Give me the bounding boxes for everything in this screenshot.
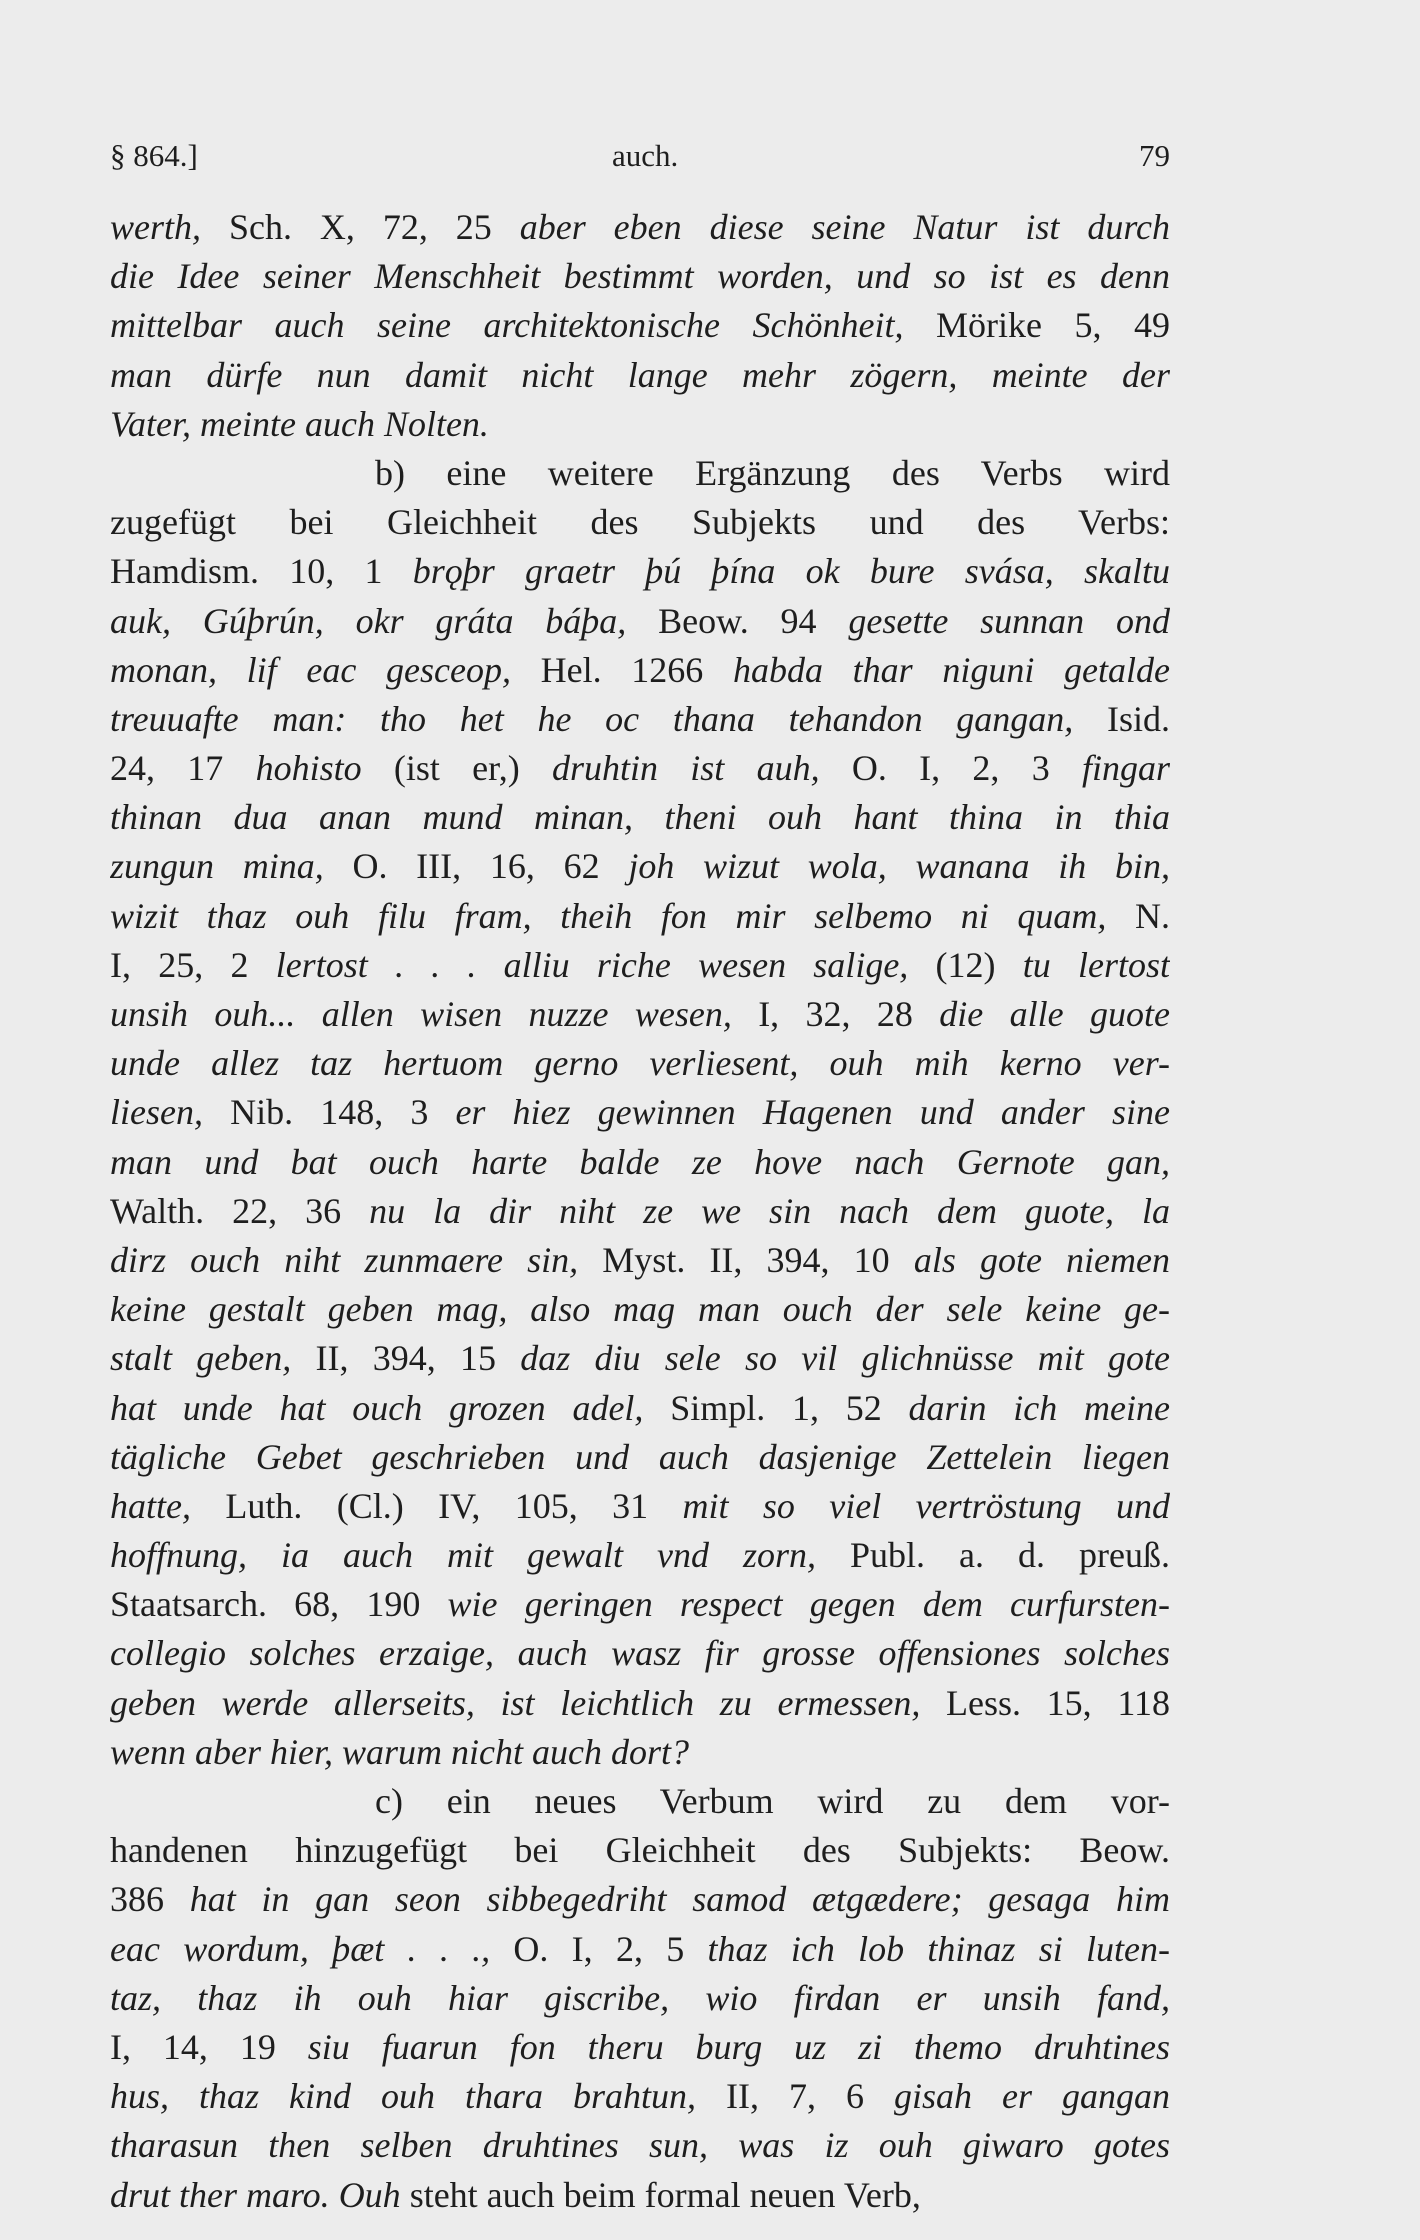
reference-text: Mörike 5, 49 xyxy=(903,305,1170,346)
quotation-text: keine gestalt geben mag, also mag man ouch der sele keine ge- xyxy=(110,1289,1170,1330)
quotation-text: hat unde hat ouch grozen adel, xyxy=(110,1387,644,1428)
text-line xyxy=(110,1925,1170,1974)
quotation-text: thaz ich lob thinaz si luten- xyxy=(707,1928,1170,1969)
reference-text: c) ein neues Verbum wird zu dem vor- xyxy=(375,1781,1170,1821)
reference-text: 386 xyxy=(110,1879,190,1920)
text-line xyxy=(110,1039,1170,1088)
reference-text: (12) xyxy=(908,944,1023,985)
reference-text: Staatsarch. 68, 190 xyxy=(110,1584,448,1625)
reference-text: I, 25, 2 xyxy=(110,944,276,985)
quotation-text: mittelbar auch seine architektonische Schönheit, xyxy=(110,305,904,346)
text-line xyxy=(110,2072,1170,2121)
reference-text: O. I, 2, 3 xyxy=(819,748,1082,789)
quotation-text: treuuafte man: tho het he oc thana tehandon gangan, xyxy=(110,698,1074,739)
quotation-text: taz, thaz ih ouh hiar giscribe, wio firdan er unsih fand, xyxy=(110,1977,1170,2018)
quotation-text: tu lertost xyxy=(1022,944,1170,985)
text-line xyxy=(110,1629,1170,1678)
quotation-text: zungun mina, xyxy=(110,846,324,887)
quotation-text: lertost . . . alliu riche wesen salige, xyxy=(275,944,909,985)
quotation-text: gisah er gangan xyxy=(894,2076,1170,2117)
reference-text: Simpl. 1, 52 xyxy=(643,1387,909,1428)
text-line xyxy=(110,646,1170,695)
quotation-text: thinan dua anan mund minan, theni ouh hant thina in thia xyxy=(110,797,1170,838)
quotation-text: die Idee seiner Menschheit bestimmt worden, und so ist es denn xyxy=(110,256,1170,297)
quotation-text: tägliche Gebet geschrieben und auch dasjenige Zettelein liegen xyxy=(110,1436,1170,1477)
quotation-text: joh wizut wola, wanana ih bin, xyxy=(628,846,1170,887)
reference-text: b) eine weitere Ergänzung des Verbs wird xyxy=(375,452,1170,493)
reference-text: II, 7, 6 xyxy=(696,2076,895,2117)
reference-text: zugefügt bei Gleichheit des Subjekts und des Verbs: xyxy=(110,502,1170,543)
text-line xyxy=(110,498,1170,547)
text-line xyxy=(110,695,1170,744)
quotation-text: darin ich meine xyxy=(908,1387,1170,1428)
text-line xyxy=(110,301,1170,350)
quotation-text: geben werde allerseits, ist leichtlich zu ermessen, xyxy=(110,1682,921,1723)
text-line xyxy=(110,1580,1170,1629)
quotation-text: wenn aber hier, warum nicht auch dort? xyxy=(110,1731,689,1772)
text-line xyxy=(110,1187,1170,1236)
reference-text: O. III, 16, 62 xyxy=(323,846,629,887)
reference-text: Beow. 94 xyxy=(626,600,849,641)
quotation-text: Ouh xyxy=(338,2174,401,2215)
quotation-text: werth, xyxy=(110,207,202,247)
text-line xyxy=(110,744,1170,793)
reference-text: Walth. 22, 36 xyxy=(110,1190,370,1231)
quotation-text: gesette sunnan ond xyxy=(848,600,1170,641)
quotation-text: wizit thaz ouh filu fram, theih fon mir selbemo ni quam, xyxy=(110,895,1107,936)
text-line xyxy=(110,2171,1170,2220)
quotation-text: wie geringen respect gegen dem curfursten- xyxy=(447,1584,1170,1625)
quotation-text: druhtin ist auh, xyxy=(551,748,820,789)
quotation-text: aber eben diese seine Natur ist durch xyxy=(519,207,1170,247)
reference-text: 24, 17 xyxy=(110,748,256,789)
text-line xyxy=(110,597,1170,646)
running-title: auch. xyxy=(612,138,679,173)
reference-text: handenen hinzugefügt bei Gleichheit des Subjekts: Beow. xyxy=(110,1830,1170,1871)
text-line xyxy=(110,2121,1170,2170)
text-line xyxy=(110,203,1170,252)
reference-text: Myst. II, 394, 10 xyxy=(578,1239,914,1280)
reference-text: I, 32, 28 xyxy=(731,994,940,1034)
quotation-text: unsih ouh... allen wisen nuzze wesen, xyxy=(110,994,732,1034)
quotation-text: er hiez gewinnen Hagenen und ander sine xyxy=(455,1092,1170,1133)
reference-text xyxy=(330,2175,339,2215)
reference-text: I, 14, 19 xyxy=(110,2026,308,2067)
reference-text: Sch. X, 72, 25 xyxy=(201,207,520,247)
reference-text: II, 394, 15 xyxy=(291,1338,521,1379)
text-line xyxy=(110,1974,1170,2023)
quotation-text: hat in gan seon sibbegedriht samod ætgædere; gesaga him xyxy=(189,1879,1170,1920)
reference-text: Publ. a. d. preuß. xyxy=(816,1535,1170,1576)
text-line xyxy=(110,1433,1170,1482)
text-line xyxy=(110,1236,1170,1285)
reference-text: O. I, 2, 5 xyxy=(490,1928,708,1969)
reference-text: Hamdism. 10, 1 xyxy=(110,551,413,592)
text-line xyxy=(110,1531,1170,1580)
quotation-text: hoffnung, ia auch mit gewalt vnd zorn, xyxy=(110,1535,817,1576)
text-line xyxy=(110,941,1170,990)
quotation-text: drut ther maro. xyxy=(110,2174,330,2215)
quotation-text: man dürfe nun damit nicht lange mehr zögern, meinte der xyxy=(110,354,1170,395)
text-line xyxy=(110,1679,1170,1728)
reference-text: Isid. xyxy=(1073,698,1170,739)
text-line xyxy=(110,1777,1170,1826)
quotation-text: die alle guote xyxy=(939,994,1170,1034)
quotation-text: habda thar niguni getalde xyxy=(732,649,1170,690)
quotation-text: stalt geben, xyxy=(110,1338,292,1379)
quotation-text: collegio solches erzaige, auch wasz fir grosse offensiones solches xyxy=(110,1633,1170,1674)
quotation-text: man und bat ouch harte balde ze hove nach Gernote gan, xyxy=(110,1141,1170,1182)
text-line xyxy=(110,1826,1170,1875)
quotation-text: eac wordum, þæt . . ., xyxy=(110,1928,491,1969)
text-line xyxy=(110,1088,1170,1137)
text-line xyxy=(110,1138,1170,1187)
quotation-text: hatte, xyxy=(110,1485,191,1526)
text-line xyxy=(110,400,1170,449)
quotation-text: nu la dir niht ze we sin nach dem guote, la xyxy=(369,1190,1170,1231)
running-header xyxy=(110,138,1170,188)
reference-text: Nib. 148, 3 xyxy=(202,1092,456,1133)
text-line xyxy=(110,990,1170,1039)
quotation-text: brǫþr graetr þú þína ok bure svása, skaltu xyxy=(412,551,1170,592)
reference-text: Less. 15, 118 xyxy=(920,1682,1170,1723)
reference-text: steht auch beim formal neuen Verb, xyxy=(400,2174,921,2215)
text-line xyxy=(110,351,1170,400)
reference-text: N. xyxy=(1106,895,1170,936)
text-line xyxy=(110,842,1170,891)
text-line xyxy=(110,1728,1170,1777)
page-number: 79 xyxy=(1139,138,1170,173)
text-line xyxy=(110,1875,1170,1924)
quotation-text: siu fuarun fon theru burg uz zi themo druhtines xyxy=(307,2026,1170,2067)
quotation-text: hohisto xyxy=(255,748,362,789)
quotation-text: auk, Gúþrún, okr gráta báþa, xyxy=(110,600,627,641)
quotation-text: hus, thaz kind ouh thara brahtun, xyxy=(110,2076,697,2117)
section-reference: § 864.] xyxy=(110,138,198,173)
text-line xyxy=(110,1384,1170,1433)
quotation-text: Vater, meinte auch Nolten. xyxy=(110,403,489,444)
text-line xyxy=(110,793,1170,842)
quotation-text: daz diu sele so vil glichnüsse mit gote xyxy=(520,1338,1170,1379)
quotation-text: dirz ouch niht zunmaere sin, xyxy=(110,1239,579,1280)
body-text xyxy=(110,203,1170,2220)
text-line xyxy=(110,252,1170,301)
text-line xyxy=(110,547,1170,596)
text-line xyxy=(110,1285,1170,1334)
quotation-text: fingar xyxy=(1082,748,1170,789)
text-line xyxy=(110,2023,1170,2072)
text-line xyxy=(110,892,1170,941)
text-line xyxy=(110,1482,1170,1531)
reference-text: Luth. (Cl.) IV, 105, 31 xyxy=(190,1485,683,1526)
quotation-text: monan, lif eac gesceop, xyxy=(110,649,511,690)
quotation-text: als gote niemen xyxy=(913,1239,1170,1280)
quotation-text: unde allez taz hertuom gerno verliesent, ouh mih kerno ver- xyxy=(110,1043,1170,1084)
quotation-text: liesen, xyxy=(110,1092,203,1133)
reference-text: Hel. 1266 xyxy=(510,649,733,690)
text-line xyxy=(110,449,1170,498)
reference-text: (ist er,) xyxy=(361,748,552,789)
quotation-text: mit so viel vertröstung und xyxy=(682,1485,1170,1526)
text-line xyxy=(110,1334,1170,1383)
quotation-text: tharasun then selben druhtines sun, was iz ouh giwaro gotes xyxy=(110,2125,1170,2166)
